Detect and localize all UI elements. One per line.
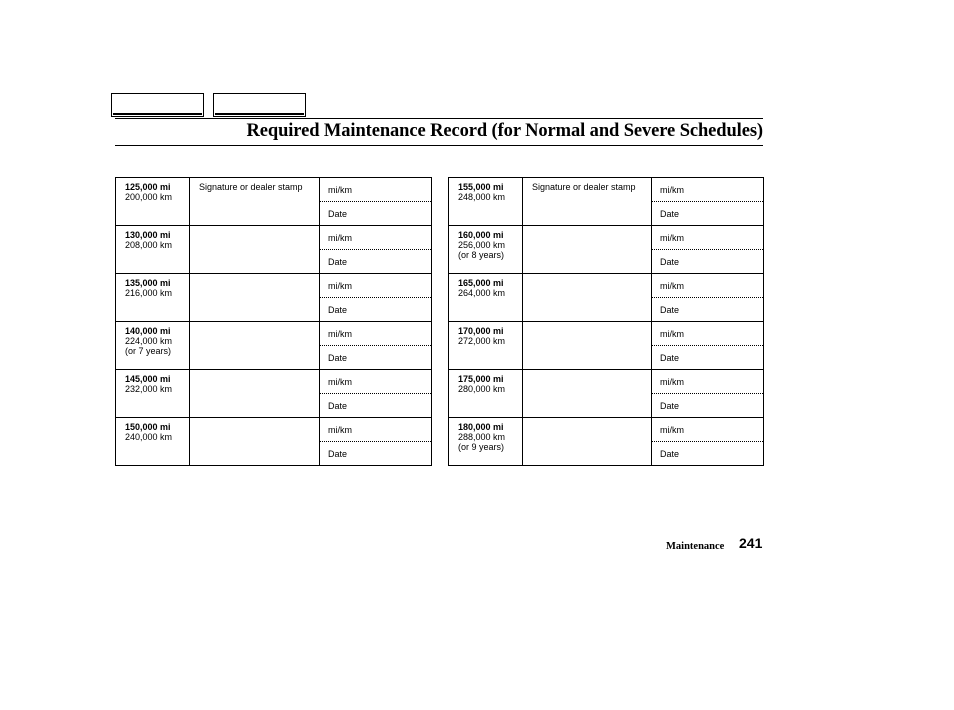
- signature-cell[interactable]: [190, 322, 320, 370]
- signature-label: Signature or dealer stamp: [532, 182, 636, 192]
- mileage-miles: 145,000 mi: [125, 374, 171, 384]
- mileage-cell: [449, 370, 523, 418]
- date-field[interactable]: [320, 346, 432, 370]
- mikm-field[interactable]: [320, 226, 432, 250]
- date-label: Date: [660, 304, 680, 315]
- signature-cell[interactable]: [523, 226, 652, 274]
- mileage-km: 208,000 km: [125, 240, 173, 250]
- mikm-label: mi/km: [328, 184, 352, 195]
- date-label: Date: [660, 448, 680, 459]
- date-label: Date: [660, 352, 680, 363]
- mileage-miles: 130,000 mi: [125, 230, 171, 240]
- date-field[interactable]: [320, 442, 432, 466]
- mikm-label: mi/km: [328, 424, 352, 435]
- mikm-label: mi/km: [660, 424, 684, 435]
- mileage-cell: [449, 226, 523, 274]
- signature-cell[interactable]: [523, 418, 652, 466]
- mileage-miles: 155,000 mi: [458, 182, 504, 192]
- mileage-miles: 140,000 mi: [125, 326, 171, 336]
- mikm-field[interactable]: [652, 370, 764, 394]
- signature-cell[interactable]: [190, 226, 320, 274]
- date-field[interactable]: [652, 298, 764, 322]
- mikm-field[interactable]: [320, 178, 432, 202]
- record-row: [116, 322, 432, 346]
- mikm-label: mi/km: [660, 232, 684, 243]
- mileage-km: 224,000 km: [125, 336, 173, 346]
- mileage-years-note: (or 8 years): [458, 250, 505, 260]
- record-row: [449, 274, 764, 298]
- mikm-field[interactable]: [652, 178, 764, 202]
- mileage-cell: [116, 274, 190, 322]
- mileage-km: 288,000 km: [458, 432, 506, 442]
- signature-cell[interactable]: [523, 370, 652, 418]
- signature-cell[interactable]: [190, 370, 320, 418]
- mileage-cell: [449, 178, 523, 226]
- record-row: [449, 226, 764, 250]
- date-field[interactable]: [652, 442, 764, 466]
- date-label: Date: [660, 400, 680, 411]
- mikm-label: mi/km: [328, 280, 352, 291]
- mikm-field[interactable]: [320, 322, 432, 346]
- date-field[interactable]: [320, 250, 432, 274]
- record-row: [116, 226, 432, 250]
- mileage-km: 240,000 km: [125, 432, 173, 442]
- mileage-km: 216,000 km: [125, 288, 173, 298]
- date-label: Date: [660, 208, 680, 219]
- signature-cell[interactable]: [190, 274, 320, 322]
- mileage-cell: [449, 274, 523, 322]
- mikm-label: mi/km: [328, 376, 352, 387]
- mikm-field[interactable]: [320, 370, 432, 394]
- mileage-miles: 180,000 mi: [458, 422, 504, 432]
- date-field[interactable]: [652, 346, 764, 370]
- date-label: Date: [328, 400, 348, 411]
- signature-cell[interactable]: [190, 178, 320, 226]
- mikm-field[interactable]: [652, 418, 764, 442]
- mileage-miles: 160,000 mi: [458, 230, 504, 240]
- mileage-km: 256,000 km: [458, 240, 506, 250]
- date-field[interactable]: [652, 250, 764, 274]
- mikm-field[interactable]: [652, 274, 764, 298]
- mileage-km: 232,000 km: [125, 384, 173, 394]
- page-number: 241: [739, 535, 763, 551]
- signature-cell[interactable]: [190, 418, 320, 466]
- header-tab-1: [111, 93, 204, 117]
- mileage-km: 200,000 km: [125, 192, 173, 202]
- date-label: Date: [328, 208, 348, 219]
- mileage-miles: 175,000 mi: [458, 374, 504, 384]
- date-field[interactable]: [320, 298, 432, 322]
- date-label: Date: [660, 256, 680, 267]
- record-row: [116, 418, 432, 442]
- maintenance-table-left: [115, 177, 432, 466]
- record-row: [449, 370, 764, 394]
- mikm-label: mi/km: [660, 328, 684, 339]
- mileage-miles: 125,000 mi: [125, 182, 171, 192]
- date-label: Date: [328, 448, 348, 459]
- mikm-field[interactable]: [320, 274, 432, 298]
- record-row: [449, 322, 764, 346]
- mikm-field[interactable]: [652, 322, 764, 346]
- mileage-cell: [449, 322, 523, 370]
- date-field[interactable]: [320, 202, 432, 226]
- date-label: Date: [328, 352, 348, 363]
- mileage-cell: [116, 322, 190, 370]
- mileage-km: 272,000 km: [458, 336, 506, 346]
- signature-label: Signature or dealer stamp: [199, 182, 303, 192]
- mikm-label: mi/km: [328, 328, 352, 339]
- mileage-miles: 165,000 mi: [458, 278, 504, 288]
- mileage-miles: 135,000 mi: [125, 278, 171, 288]
- mikm-label: mi/km: [660, 280, 684, 291]
- record-row: [116, 178, 432, 202]
- header-rule-bottom: [115, 145, 763, 146]
- date-label: Date: [328, 256, 348, 267]
- mileage-miles: 150,000 mi: [125, 422, 171, 432]
- mileage-years-note: (or 9 years): [458, 442, 505, 452]
- signature-cell[interactable]: [523, 322, 652, 370]
- mileage-km: 264,000 km: [458, 288, 506, 298]
- mileage-cell: [116, 370, 190, 418]
- record-row: [116, 370, 432, 394]
- date-field[interactable]: [652, 202, 764, 226]
- signature-cell[interactable]: [523, 178, 652, 226]
- mileage-km: 248,000 km: [458, 192, 506, 202]
- mileage-cell: [116, 226, 190, 274]
- date-field[interactable]: [652, 394, 764, 418]
- footer-section-label: Maintenance: [666, 541, 725, 552]
- date-label: Date: [328, 304, 348, 315]
- mikm-field[interactable]: [320, 418, 432, 442]
- header-rule-top: [115, 118, 763, 119]
- signature-cell[interactable]: [523, 274, 652, 322]
- mileage-miles: 170,000 mi: [458, 326, 504, 336]
- mikm-label: mi/km: [328, 232, 352, 243]
- page-title: Required Maintenance Record (for Normal and Severe Schedules): [246, 121, 763, 141]
- record-row: [116, 274, 432, 298]
- mikm-label: mi/km: [660, 184, 684, 195]
- mikm-label: mi/km: [660, 376, 684, 387]
- date-field[interactable]: [320, 394, 432, 418]
- mileage-cell: [116, 418, 190, 466]
- mileage-cell: [116, 178, 190, 226]
- record-row: [449, 418, 764, 442]
- mileage-cell: [449, 418, 523, 466]
- record-row: [449, 178, 764, 202]
- mikm-field[interactable]: [652, 226, 764, 250]
- mileage-years-note: (or 7 years): [125, 346, 172, 356]
- maintenance-table-right: [448, 177, 764, 466]
- mileage-km: 280,000 km: [458, 384, 506, 394]
- header-tab-2: [213, 93, 306, 117]
